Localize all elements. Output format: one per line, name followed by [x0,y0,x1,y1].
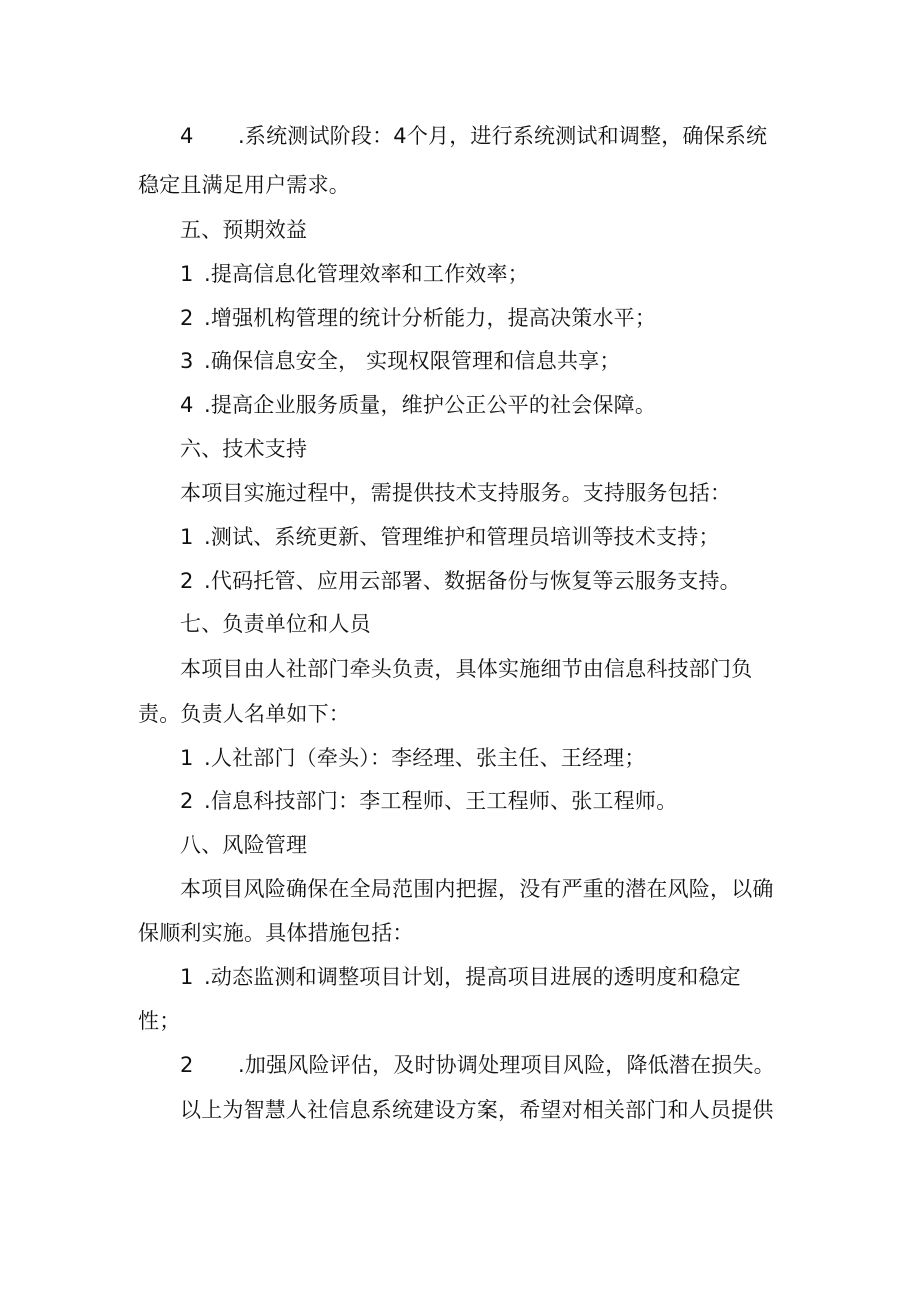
section-7-intro-line-1: 本项目由人社部门牵头负责，具体实施细节由信息科技部门负 [180,657,753,681]
list-number: 2 [180,789,194,813]
list-item [180,259,529,289]
list-number: 3 [180,349,194,373]
section-5-heading: 五、预期效益 [180,218,308,242]
list-number: 4 [180,124,194,148]
list-item [180,962,741,992]
list-number: 1 [180,965,194,989]
list-number: 1 [180,262,194,286]
list-item [180,566,741,596]
section-6-heading: 六、技术支持 [180,437,308,461]
list-number: 2 [180,1053,194,1077]
list-text: .动态监测和调整项目计划，提高项目进展的透明度和稳定 [204,965,741,989]
list-text: .增强机构管理的统计分析能力，提高决策水平； [204,306,657,330]
list-item [180,1050,775,1080]
section-7-heading: 七、负责单位和人员 [180,612,371,636]
section-7-intro-line-2: 责。负责人名单如下： [138,702,350,726]
closing-paragraph: 以上为智慧人社信息系统建设方案，希望对相关部门和人员提供 [180,1098,774,1122]
list-text: .提高企业服务质量，维护公正公平的社会保障。 [204,393,657,417]
list-text: .提高信息化管理效率和工作效率； [204,262,529,286]
list-text: .代码托管、应用云部署、数据备份与恢复等云服务支持。 [204,569,741,593]
item-4-phase [180,121,767,151]
section-8-heading: 八、风险管理 [180,833,308,857]
list-text: .信息科技部门：李工程师、王工程师、张工程师。 [204,789,678,813]
section-6-intro: 本项目实施过程中，需提供技术支持服务。支持服务包括： [180,481,732,505]
list-item [180,522,720,552]
list-item-continuation: 性； [138,1009,181,1033]
list-number: 1 [180,525,194,549]
list-text: .加强风险评估，及时协调处理项目风险，降低潜在损失。 [238,1053,775,1077]
list-text: .系统测试阶段：4个月，进行系统测试和调整，确保系统 [238,124,768,148]
section-8-intro-line-1: 本项目风险确保在全局范围内把握，没有严重的潜在风险，以确 [180,877,774,901]
list-item [180,303,656,333]
list-item [180,743,646,773]
item-4-continuation: 稳定且满足用户需求。 [138,173,350,197]
list-number: 4 [180,393,194,417]
list-item [180,346,621,376]
section-8-intro-line-2: 保顺利实施。具体措施包括： [138,921,414,945]
list-number: 1 [180,746,194,770]
list-number: 2 [180,569,194,593]
list-item [180,390,656,420]
list-text: .确保信息安全， 实现权限管理和信息共享； [204,349,621,373]
list-number: 2 [180,306,194,330]
list-text: .测试、系统更新、管理维护和管理员培训等技术支持； [204,525,720,549]
list-text: .人社部门（牵头）：李经理、张主任、王经理； [204,746,646,770]
list-item [180,786,677,816]
